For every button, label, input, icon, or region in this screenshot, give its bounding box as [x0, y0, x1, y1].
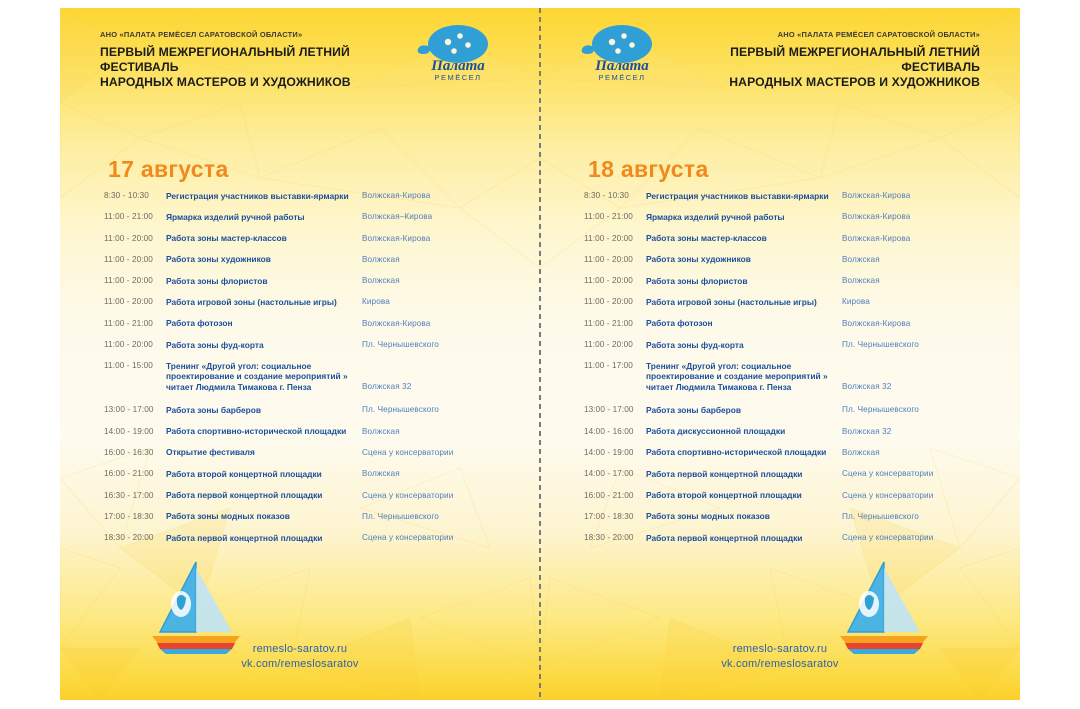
event-name: Работа зоны мастер-классов: [646, 233, 767, 244]
poster-page-right: [540, 8, 1020, 700]
event-place: Волжская: [842, 447, 880, 457]
svg-text:РЕМЁСЕЛ: РЕМЁСЕЛ: [434, 73, 482, 82]
event-place: Пл. Чернышевского: [842, 511, 919, 521]
event-place: Сцена у консерватории: [362, 490, 454, 500]
event-time: 17:00 - 18:30: [584, 511, 634, 521]
event-place: Пл. Чернышевского: [842, 340, 919, 350]
event-time: 11:00 - 21:00: [584, 318, 633, 328]
svg-text:РЕМЁСЕЛ: РЕМЁСЕЛ: [598, 73, 646, 82]
event-time: 17:00 - 18:30: [104, 511, 154, 521]
event-name: Регистрация участников выставки-ярмарки: [646, 190, 829, 201]
event-time: 14:00 - 16:00: [584, 426, 634, 436]
event-place: Сцена у консерватории: [842, 533, 934, 543]
event-place: Кирова: [362, 297, 390, 307]
header-text-block-right: [700, 30, 980, 90]
schedule-table-right: [584, 190, 988, 553]
event-name: Работа второй концертной площадки: [166, 468, 322, 479]
event-place: Волжская 32: [842, 426, 892, 436]
website-link[interactable]: remeslo-saratov.ru: [252, 643, 348, 655]
event-place: Пл. Чернышевского: [362, 511, 439, 521]
event-place: Волжская-Кирова: [842, 191, 911, 200]
schedule-row: [104, 339, 508, 360]
event-time: 14:00 - 19:00: [104, 426, 154, 436]
event-time: 11:00 - 20:00: [104, 233, 153, 243]
event-time: 11:00 - 20:00: [584, 276, 633, 286]
event-place: Волжская: [842, 254, 880, 264]
website-link[interactable]: remeslo-saratov.ru: [732, 643, 828, 655]
event-place: Волжская-Кирова: [842, 318, 911, 328]
poster-header-right: [540, 8, 1020, 94]
event-time: 14:00 - 17:00: [584, 469, 634, 479]
event-place: Сцена у консерватории: [842, 469, 934, 479]
day-title-left: 17 августа: [108, 156, 229, 182]
schedule-row: [104, 211, 508, 232]
event-name: Работа зоны флористов: [166, 275, 268, 286]
schedule-row: [584, 490, 988, 511]
festival-title-line-1: ПЕРВЫЙ МЕЖРЕГИОНАЛЬНЫЙ ЛЕТНИЙ ФЕСТИВАЛЬ: [730, 45, 980, 74]
event-place: Волжская: [362, 276, 400, 286]
event-time: 18:30 - 20:00: [584, 533, 634, 543]
event-name: Работа зоны барберов: [646, 404, 742, 415]
schedule-row: [104, 296, 508, 317]
schedule-row: [104, 360, 508, 404]
event-place: Пл. Чернышевского: [362, 405, 439, 415]
event-time: 8:30 - 10:30: [584, 191, 629, 200]
event-place: Сцена у консерватории: [842, 490, 934, 500]
event-time: 18:30 - 20:00: [104, 533, 154, 543]
event-time: 16:30 - 17:00: [104, 490, 154, 500]
event-time: 11:00 - 20:00: [104, 254, 153, 264]
organizer-line: АНО «ПАЛАТА РЕМЁСЕЛ САРАТОВСКОЙ ОБЛАСТИ»: [100, 30, 303, 39]
event-name: Работа первой концертной площадки: [166, 490, 323, 501]
footer-left: [90, 642, 510, 672]
organizer-line: АНО «ПАЛАТА РЕМЁСЕЛ САРАТОВСКОЙ ОБЛАСТИ»: [777, 30, 980, 39]
event-name: Работа дискуссионной площадки: [646, 426, 786, 437]
event-name: Работа зоны художников: [166, 254, 271, 265]
event-name: Работа спортивно-исторической площадки: [646, 447, 827, 458]
festival-title-line-2: НАРОДНЫХ МАСТЕРОВ И ХУДОЖНИКОВ: [100, 75, 351, 89]
event-time: 11:00 - 20:00: [584, 233, 633, 243]
event-name: Работа первой концертной площадки: [166, 532, 323, 543]
event-time: 8:30 - 10:30: [104, 191, 149, 200]
event-name: Работа зоны художников: [646, 254, 751, 265]
event-name: Работа игровой зоны (настольные игры): [646, 296, 817, 307]
schedule-row: [584, 360, 988, 404]
schedule-row: [584, 532, 988, 553]
schedule-row: [104, 254, 508, 275]
event-place: Сцена у консерватории: [362, 447, 454, 457]
event-name: Работа игровой зоны (настольные игры): [166, 296, 337, 307]
schedule-row: [584, 447, 988, 468]
event-place: Волжская-Кирова: [842, 212, 911, 222]
event-place: Волжская-Кирова: [362, 233, 431, 243]
event-place: Волжская–Кирова: [362, 212, 433, 222]
schedule-row: [584, 275, 988, 296]
event-place: Волжская: [842, 276, 880, 286]
schedule-row: [104, 447, 508, 468]
event-time: 11:00 - 20:00: [104, 276, 153, 286]
event-time: 11:00 - 21:00: [104, 318, 153, 328]
schedule-row: [104, 404, 508, 425]
event-name: Ярмарка изделий ручной работы: [646, 211, 785, 222]
event-time: 16:00 - 21:00: [104, 469, 154, 479]
palata-remesel-logo: [574, 22, 670, 84]
palata-remesel-logo: [410, 22, 506, 84]
schedule-row: [104, 426, 508, 447]
festival-title-line-2: НАРОДНЫХ МАСТЕРОВ И ХУДОЖНИКОВ: [729, 75, 980, 89]
schedule-table-left: [104, 190, 508, 553]
day-title-right: 18 августа: [588, 156, 709, 182]
footer-right: [570, 642, 990, 672]
schedule-row: [584, 426, 988, 447]
schedule-row: [104, 233, 508, 254]
schedule-row: [104, 318, 508, 339]
schedule-row: [584, 404, 988, 425]
event-name: Работа спортивно-исторической площадки: [166, 426, 347, 437]
event-time: 14:00 - 19:00: [584, 447, 634, 457]
svg-text:Палата: Палата: [595, 58, 649, 74]
event-name: Работа зоны модных показов: [166, 511, 290, 522]
event-name: Регистрация участников выставки-ярмарки: [166, 190, 349, 201]
event-time: 11:00 - 17:00: [584, 361, 633, 371]
event-name: Ярмарка изделий ручной работы: [166, 211, 305, 222]
schedule-row: [104, 468, 508, 489]
event-place: Волжская: [362, 426, 400, 436]
schedule-row: [104, 490, 508, 511]
header-text-block-left: [100, 30, 380, 90]
poster-page-left: [60, 8, 540, 700]
event-place: Кирова: [842, 297, 870, 307]
event-place: Пл. Чернышевского: [842, 405, 919, 415]
event-time: 11:00 - 15:00: [104, 361, 153, 371]
vk-link[interactable]: vk.com/remeslosaratov: [241, 658, 359, 670]
event-name: Работа зоны модных показов: [646, 511, 770, 522]
event-name: Работа фотозон: [646, 318, 713, 329]
event-place: Пл. Чернышевского: [362, 340, 439, 350]
schedule-row: [584, 511, 988, 532]
event-place: Волжская-Кирова: [362, 191, 431, 200]
event-name: Тренинг «Другой угол: социальное проектирование и создание мероприятий » читает Людмила Тимакова г. Пенза: [646, 360, 828, 392]
event-name: Работа второй концертной площадки: [646, 490, 802, 501]
event-name: Работа зоны барберов: [166, 404, 262, 415]
event-name: Работа первой концертной площадки: [646, 532, 803, 543]
schedule-row: [584, 211, 988, 232]
event-time: 11:00 - 20:00: [104, 340, 153, 350]
event-place: Волжская 32: [362, 382, 412, 392]
vk-link[interactable]: vk.com/remeslosaratov: [721, 658, 839, 670]
event-time: 13:00 - 17:00: [104, 405, 154, 415]
event-place: Волжская-Кирова: [842, 233, 911, 243]
event-time: 11:00 - 20:00: [584, 340, 633, 350]
event-time: 11:00 - 20:00: [104, 297, 153, 307]
festival-program-poster: [60, 8, 1020, 700]
schedule-row: [584, 254, 988, 275]
event-time: 16:00 - 16:30: [104, 447, 154, 457]
event-place: Сцена у консерватории: [362, 533, 454, 543]
event-name: Работа зоны фуд-корта: [646, 339, 744, 350]
event-place: Волжская 32: [842, 382, 892, 392]
schedule-row: [584, 468, 988, 489]
event-name: Работа первой концертной площадки: [646, 468, 803, 479]
poster-header-left: [60, 8, 540, 94]
schedule-row: [104, 511, 508, 532]
schedule-row: [584, 318, 988, 339]
event-place: Волжская-Кирова: [362, 318, 431, 328]
event-name: Работа фотозон: [166, 318, 233, 329]
event-time: 11:00 - 21:00: [104, 212, 153, 222]
event-name: Работа зоны фуд-корта: [166, 339, 264, 350]
schedule-row: [584, 339, 988, 360]
fold-line: [539, 8, 541, 700]
event-name: Работа зоны флористов: [646, 275, 748, 286]
schedule-row: [584, 296, 988, 317]
festival-title-line-1: ПЕРВЫЙ МЕЖРЕГИОНАЛЬНЫЙ ЛЕТНИЙ ФЕСТИВАЛЬ: [100, 45, 350, 74]
event-name: Открытие фестиваля: [166, 447, 255, 458]
event-time: 11:00 - 21:00: [584, 212, 633, 222]
event-place: Волжская: [362, 254, 400, 264]
event-place: Волжская: [362, 469, 400, 479]
schedule-row: [104, 532, 508, 553]
event-time: 16:00 - 21:00: [584, 490, 634, 500]
schedule-row: [104, 190, 508, 211]
event-name: Тренинг «Другой угол: социальное проектирование и создание мероприятий » читает Людмила Тимакова г. Пенза: [166, 360, 348, 392]
event-name: Работа зоны мастер-классов: [166, 233, 287, 244]
event-time: 13:00 - 17:00: [584, 405, 634, 415]
schedule-row: [104, 275, 508, 296]
event-time: 11:00 - 20:00: [584, 254, 633, 264]
event-time: 11:00 - 20:00: [584, 297, 633, 307]
svg-text:Палата: Палата: [431, 58, 485, 74]
schedule-row: [584, 233, 988, 254]
schedule-row: [584, 190, 988, 211]
